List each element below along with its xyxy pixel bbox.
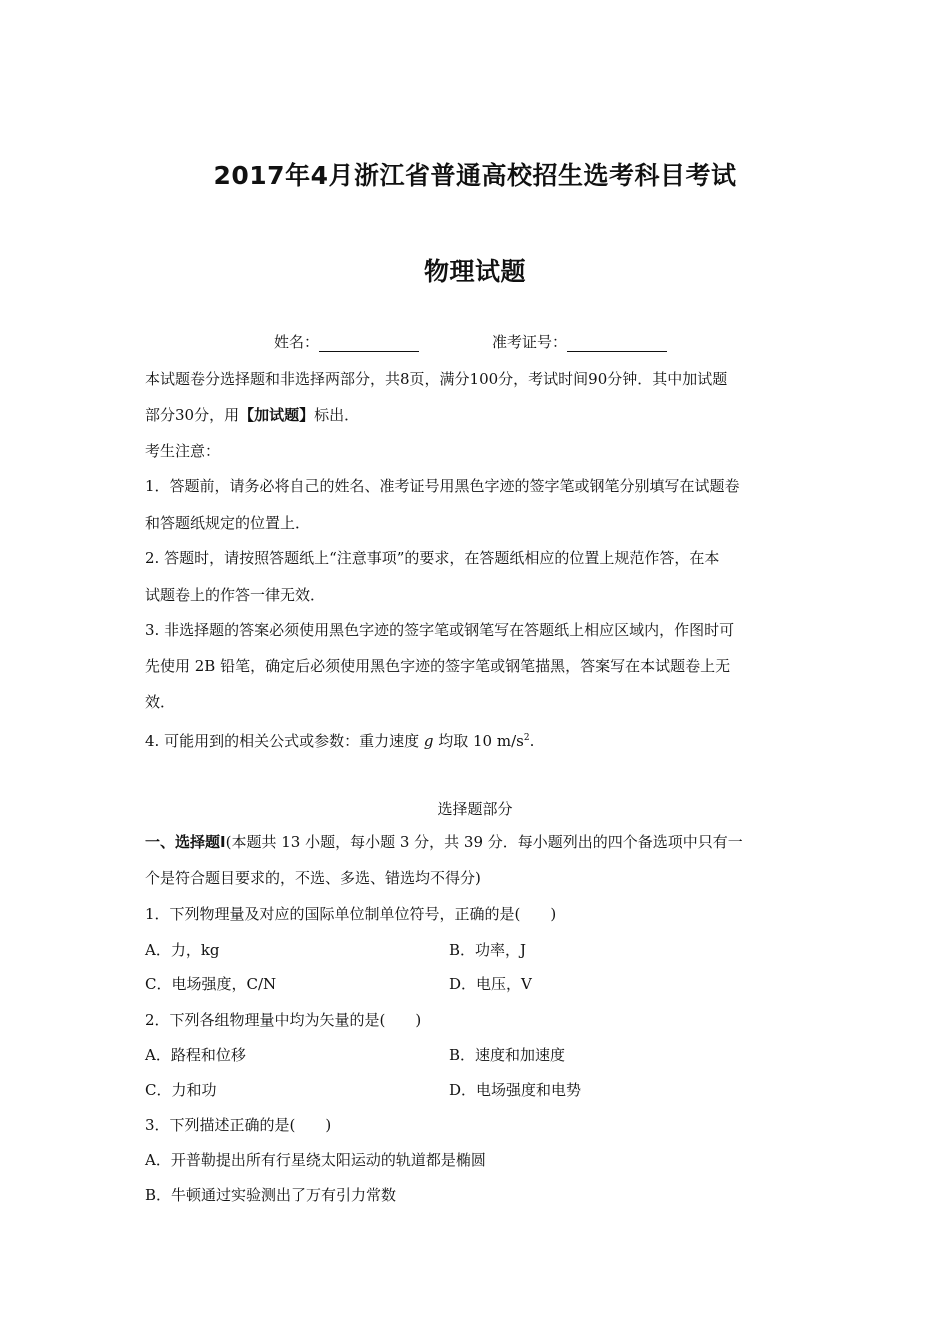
- exam-id-field: [492, 332, 667, 352]
- notes-heading: 考生注意：: [145, 442, 221, 460]
- note-4-superscript: 2: [523, 733, 530, 743]
- intro-line-2-prefix: 部分30分，用: [145, 406, 240, 424]
- question-2-option-c: C．力和功: [145, 1081, 217, 1099]
- note-4-mid: 均取 10 m/s: [433, 732, 524, 750]
- intro-line-1: 本试题卷分选择题和非选择两部分，共8页，满分100分，考试时间90分钟．其中加试题: [145, 370, 728, 388]
- section-title: 选择题部分: [437, 800, 513, 818]
- question-2-option-a: A．路程和位移: [145, 1046, 246, 1064]
- note-3-line-3: 效．: [145, 693, 176, 711]
- question-1-option-c: C．电场强度，C/N: [145, 975, 277, 993]
- gravity-variable: g: [423, 732, 434, 750]
- intro-line-2-suffix: 标出．: [314, 406, 360, 424]
- name-blank: [319, 335, 419, 352]
- exam-id-blank: [567, 335, 667, 352]
- question-1-option-d: D．电压，V: [449, 975, 532, 993]
- part-heading-line-2: 个是符合题目要求的，不选、多选、错选均不得分): [145, 869, 481, 887]
- note-4-line: [145, 728, 534, 751]
- note-4-suffix: .: [529, 732, 535, 750]
- note-3-line-2: 先使用 2B 铅笔，确定后必须使用黑色字迹的签字笔或钢笔描黑，答案写在本试题卷上无: [145, 657, 731, 675]
- note-2-line-2: 试题卷上的作答一律无效．: [145, 586, 326, 604]
- name-label: 姓名：: [274, 333, 320, 351]
- intro-line-2-bold: 【加试题】: [239, 406, 315, 424]
- question-3-option-b: B．牛顿通过实验测出了万有引力常数: [145, 1186, 397, 1204]
- note-1-line-2: 和答题纸规定的位置上．: [145, 514, 311, 532]
- exam-id-label: 准考证号：: [492, 333, 568, 351]
- question-2-stem: 2．下列各组物理量中均为矢量的是( ): [145, 1011, 422, 1029]
- part-heading-line-1: [145, 832, 743, 852]
- note-4-prefix: 4. 可能用到的相关公式或参数：重力速度: [145, 732, 424, 750]
- question-2-option-b: B．速度和加速度: [449, 1046, 566, 1064]
- note-2-line-1: 2. 答题时，请按照答题纸上“注意事项”的要求，在答题纸相应的位置上规范作答，在本: [145, 549, 720, 567]
- question-3-stem: 3．下列描述正确的是( ): [145, 1116, 332, 1134]
- note-1-line-1: 1．答题前，请务必将自己的姓名、准考证号用黑色字迹的签字笔或钢笔分别填写在试题卷: [145, 477, 740, 495]
- note-3-line-1: 3. 非选择题的答案必须使用黑色字迹的签字笔或钢笔写在答题纸上相应区域内，作图时可: [145, 621, 735, 639]
- intro-line-2: [145, 405, 359, 425]
- exam-title: 2017年4月浙江省普通高校招生选考科目考试: [213, 161, 737, 190]
- question-1-option-b: B．功率，J: [449, 941, 527, 959]
- exam-subtitle: 物理试题: [423, 257, 526, 286]
- question-2-option-d: D．电场强度和电势: [449, 1081, 582, 1099]
- part-heading-bold: 一、选择题Ⅰ: [145, 833, 226, 851]
- name-field: [274, 332, 419, 352]
- question-3-option-a: A．开普勒提出所有行星绕太阳运动的轨道都是椭圆: [145, 1151, 486, 1169]
- part-heading-text: (本题共 13 小题，每小题 3 分，共 39 分．每小题列出的四个备选项中只有一: [225, 833, 743, 851]
- question-1-stem: 1．下列物理量及对应的国际单位制单位符号，正确的是( ): [145, 905, 557, 923]
- question-1-option-a: A．力，kg: [145, 941, 220, 959]
